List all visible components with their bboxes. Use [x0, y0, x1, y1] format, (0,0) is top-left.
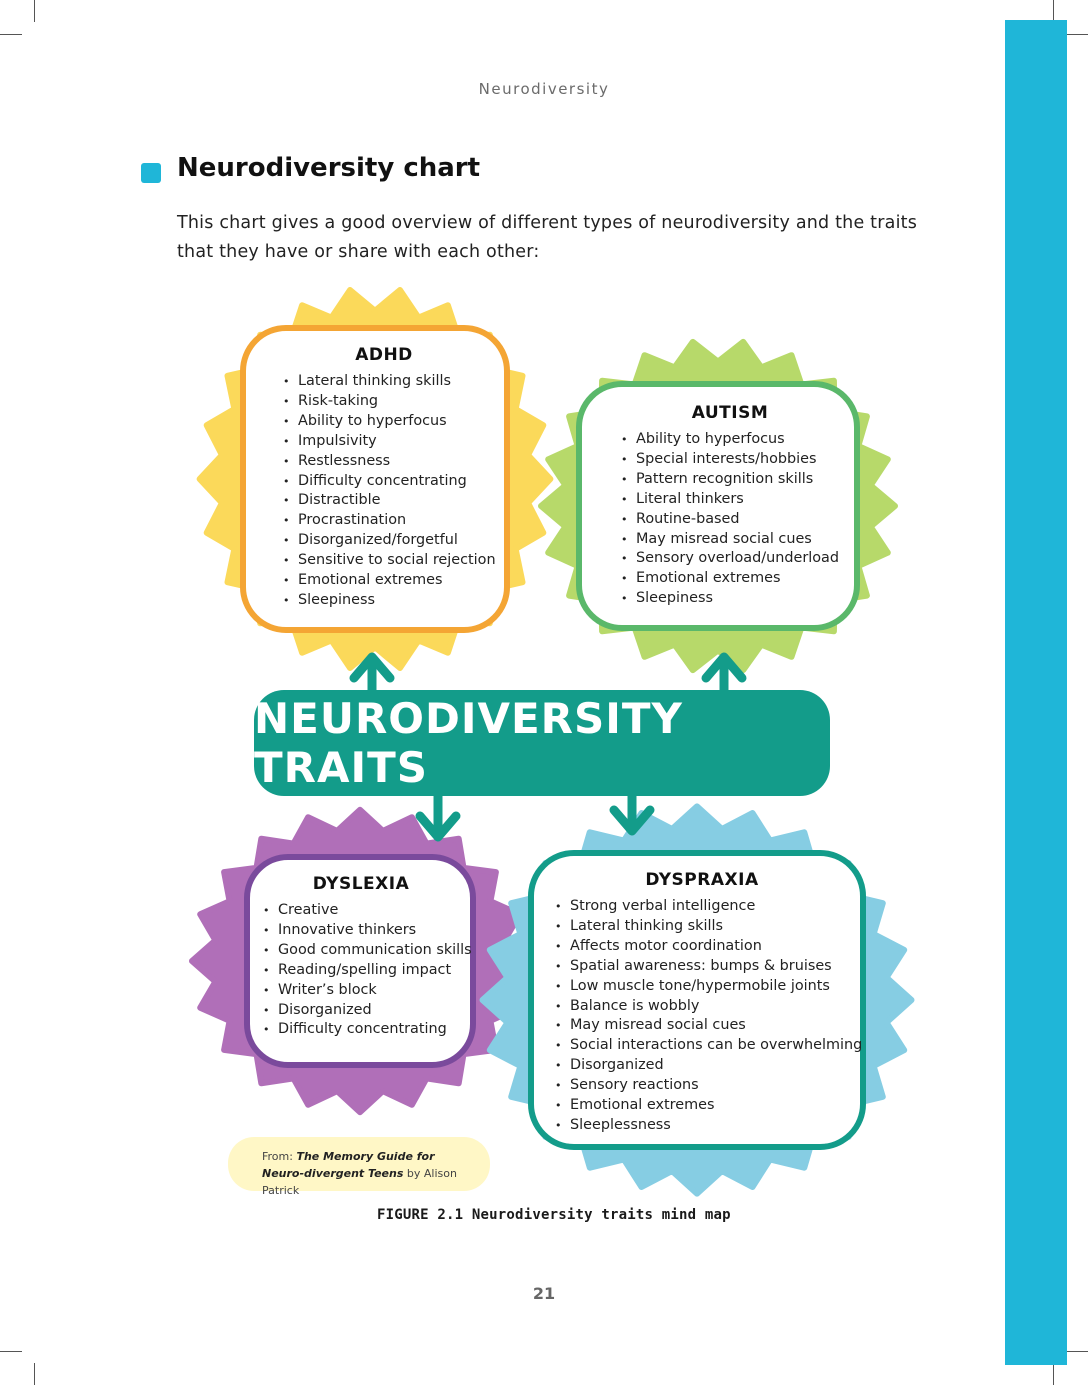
list-item: • Lateral thinking skills	[552, 917, 852, 937]
list-item: • Disorganized	[260, 1001, 462, 1021]
adhd-title: ADHD	[355, 345, 413, 365]
list-item: • Balance is wobbly	[552, 997, 852, 1017]
figure-caption: FIGURE 2.1 Neurodiversity traits mind map	[377, 1207, 731, 1223]
list-item: • Low muscle tone/hypermobile joints	[552, 977, 852, 997]
list-item: • Innovative thinkers	[260, 921, 462, 941]
source-book-title: The Memory Guide for Neuro-divergent Teens	[262, 1150, 435, 1180]
list-item: • Sensory overload/underload	[618, 549, 842, 569]
source-prefix: From:	[262, 1150, 293, 1163]
list-item: • Lateral thinking skills	[280, 372, 488, 392]
autism-title: AUTISM	[691, 403, 769, 423]
list-item: • Sleeplessness	[552, 1116, 852, 1136]
list-item: • Restlessness	[280, 452, 488, 472]
banner-label: NEURODIVERSITY TRAITS	[254, 694, 683, 792]
list-item: • Reading/spelling impact	[260, 961, 462, 981]
dyslexia-title: DYSLEXIA	[312, 874, 410, 894]
list-item: • Impulsivity	[280, 432, 488, 452]
list-item: • Affects motor coordination	[552, 937, 852, 957]
list-item: • Routine-based	[618, 510, 842, 530]
dyspraxia-title: DYSPRAXIA	[645, 870, 759, 890]
list-item: • Ability to hyperfocus	[280, 412, 488, 432]
adhd-trait-list	[280, 372, 496, 611]
list-item: • May misread social cues	[618, 530, 842, 550]
list-item: • Writer’s block	[260, 981, 462, 1001]
list-item: • Special interests/hobbies	[618, 450, 842, 470]
list-item: • Sensory reactions	[552, 1076, 852, 1096]
intro-paragraph: This chart gives a good overview of different types of neurodiversity and the traits that they have or share with each other:	[177, 213, 918, 262]
list-item: • Sleepiness	[280, 591, 488, 611]
list-item: • Disorganized	[552, 1056, 852, 1076]
autism-card	[576, 381, 860, 631]
dyslexia-card	[244, 854, 476, 1068]
list-item: • Spatial awareness: bumps & bruises	[552, 957, 852, 977]
autism-trait-list	[618, 430, 842, 609]
arrow-to-dyslexia	[420, 794, 456, 837]
list-item: • Creative	[260, 901, 462, 921]
list-item: • Strong verbal intelligence	[552, 897, 852, 917]
list-item: • Ability to hyperfocus	[618, 430, 842, 450]
list-item: • Sensitive to social rejection	[280, 551, 488, 571]
neurodiversity-traits-banner	[254, 690, 830, 796]
dyspraxia-trait-list	[552, 897, 863, 1136]
page-number: 21	[532, 1284, 556, 1303]
adhd-card	[240, 325, 510, 633]
list-item: • Emotional extremes	[280, 571, 488, 591]
list-item: • May misread social cues	[552, 1016, 852, 1036]
list-item: • Emotional extremes	[618, 569, 842, 589]
dyslexia-trait-list	[260, 901, 472, 1040]
list-item: • Literal thinkers	[618, 490, 842, 510]
list-item: • Risk-taking	[280, 392, 488, 412]
source-author: by Alison Patrick	[262, 1167, 457, 1197]
list-item: • Sleepiness	[618, 589, 842, 609]
list-item: • Pattern recognition skills	[618, 470, 842, 490]
list-item: • Good communication skills	[260, 941, 462, 961]
list-item: • Disorganized/forgetful	[280, 531, 488, 551]
list-item: • Distractible	[280, 491, 488, 511]
list-item: • Procrastination	[280, 511, 488, 531]
section-heading: Neurodiversity chart	[177, 153, 481, 183]
dyspraxia-card	[528, 850, 866, 1150]
list-item: • Emotional extremes	[552, 1096, 852, 1116]
list-item: • Difficulty concentrating	[280, 472, 488, 492]
running-head: Neurodiversity	[478, 80, 610, 98]
list-item: • Social interactions can be overwhelming	[552, 1036, 852, 1056]
source-attribution	[228, 1137, 490, 1197]
list-item: • Difficulty concentrating	[260, 1020, 462, 1040]
